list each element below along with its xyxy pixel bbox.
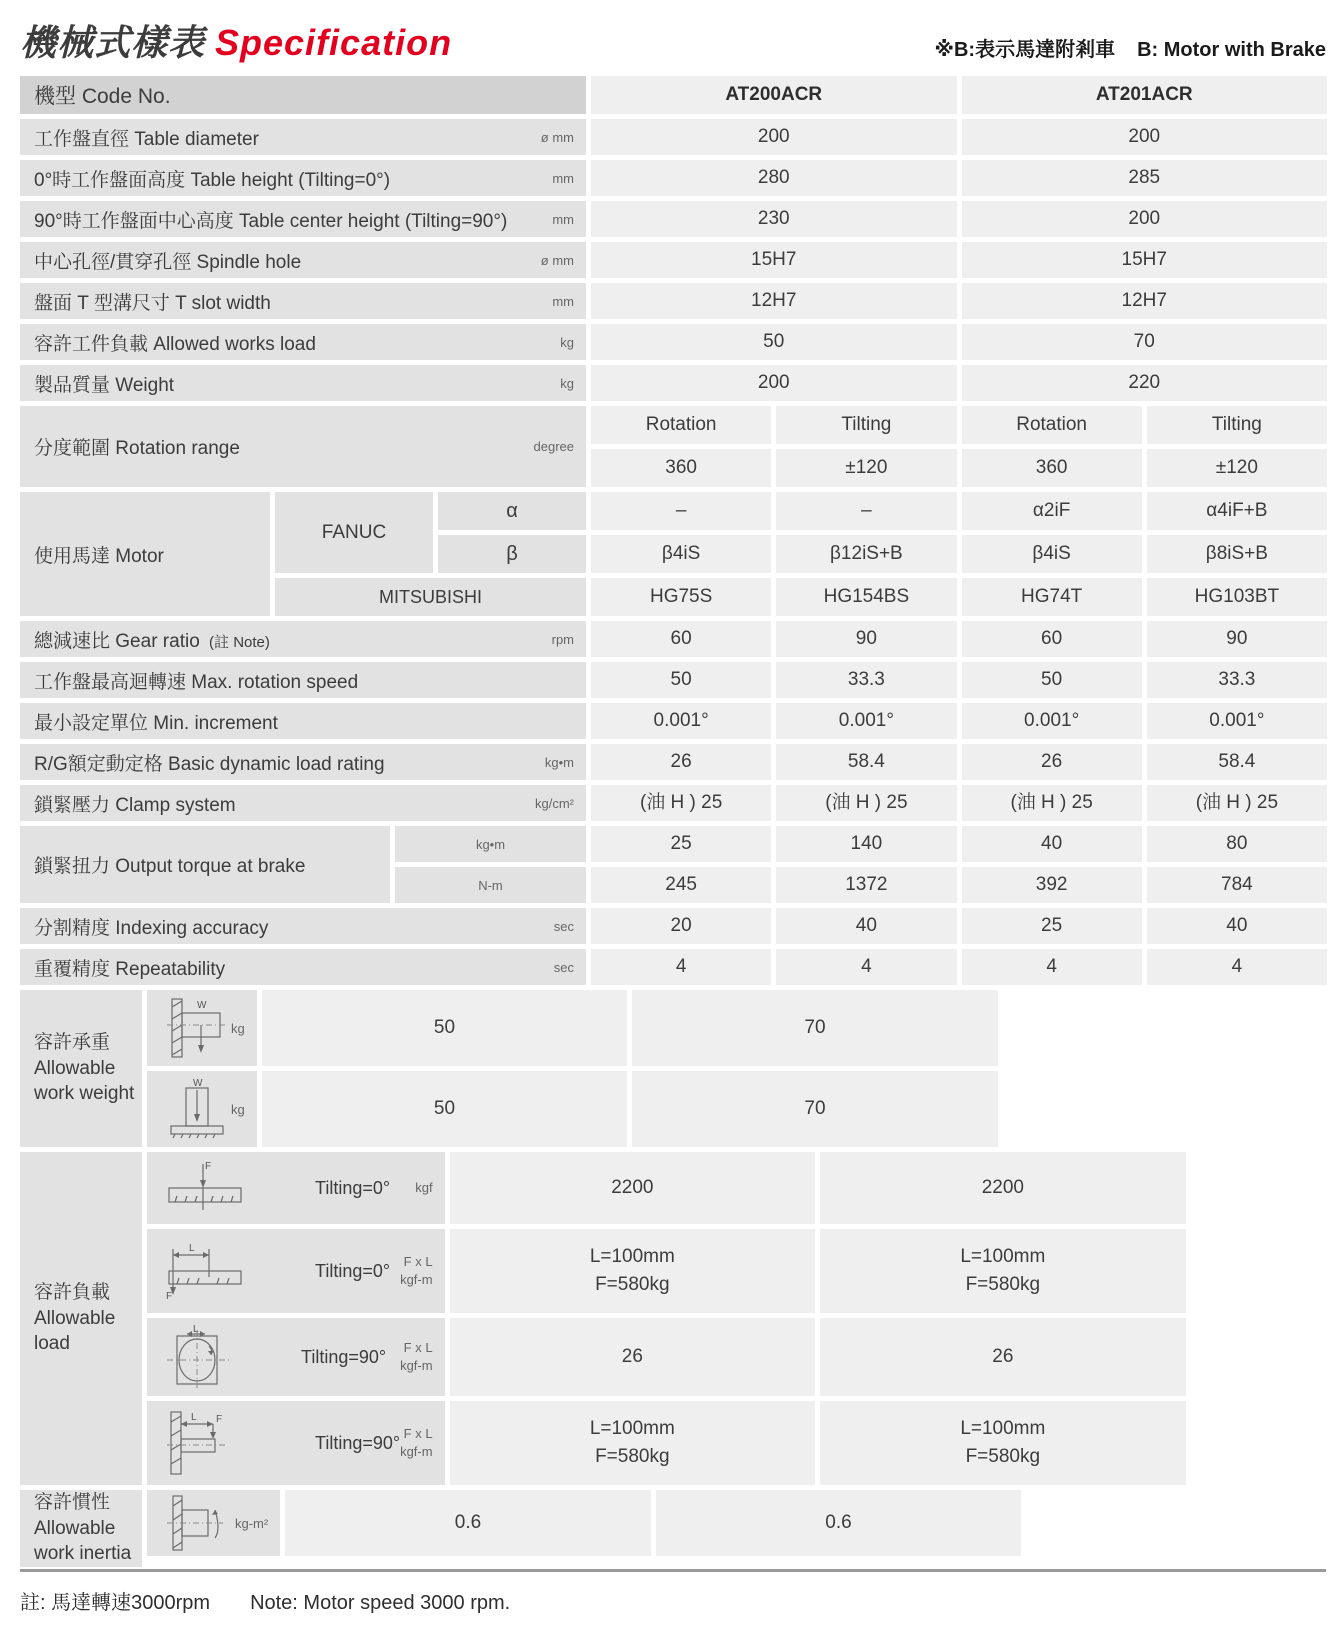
value-cell: 220 [962,365,1328,401]
value-cell: 50 [262,990,628,1066]
row-unit: sec [553,918,574,934]
row-allowed-works-load [20,324,1326,360]
value-cell: β4iS [962,535,1142,573]
row-gear-ratio [20,621,1326,657]
value-cell: 33.3 [1147,662,1327,698]
value-cell: 200 [962,201,1328,237]
row-unit: kg [231,1101,245,1117]
value-cell: 50 [262,1071,628,1147]
svg-text:W: W [197,1000,207,1011]
row-clamp-system [20,785,1326,821]
value-cell: 200 [962,119,1328,155]
value-cell: β12iS+B [776,535,956,573]
code-no-label: 機型 Code No. [20,76,586,114]
value-cell: L=100mm F=580kg [820,1401,1186,1485]
row-label: 中心孔徑/貫穿孔徑 Spindle hole [34,251,302,273]
row-label: 總減速比 Gear ratio (註 Note) [34,630,270,652]
value-cell: 0.6 [285,1490,651,1556]
value-cell: 4 [962,949,1142,985]
value-cell: 2200 [450,1152,816,1224]
value-cell: 26 [820,1318,1186,1396]
row-unit: F x L kgf-m [400,1340,433,1373]
table-center-force-icon [165,1160,249,1216]
value-cell: 58.4 [776,744,956,780]
value-cell: 360 [591,449,771,487]
value-cell: 25 [962,908,1142,944]
row-unit: kg [231,1020,245,1036]
row-unit: mm [552,211,574,227]
page-title [20,15,452,66]
work-weight-diagram-cell [147,1071,257,1147]
row-label: 工作盤直徑 Table diameter [34,128,259,150]
value-cell: – [776,492,956,530]
value-cell: 392 [962,867,1142,903]
model-at201acr: AT201ACR [962,76,1328,114]
value-cell: HG74T [962,578,1142,616]
value-cell: 0.001° [591,703,771,739]
value-cell: – [591,492,771,530]
row-label: 分度範圍 Rotation range [34,438,240,459]
torque-unit-kgm: kg•m [395,826,586,862]
value-cell: α4iF+B [1147,492,1327,530]
row-label: 容許工件負載 Allowed works load [34,333,316,355]
faceplate-offset-force-icon [165,1410,249,1476]
svg-text:F: F [216,1414,223,1425]
row-table-height [20,160,1326,196]
value-cell: 1372 [776,867,956,903]
group-allowable-load [20,1152,1326,1485]
brake-note [935,33,1326,66]
value-cell: HG75S [591,578,771,616]
row-table-center-height [20,201,1326,237]
value-cell: HG154BS [776,578,956,616]
table-offset-force-icon [165,1241,249,1301]
value-cell: 0.6 [656,1490,1022,1556]
value-cell: HG103BT [1147,578,1327,616]
beta-label: β [438,535,586,573]
motor-label: 使用馬達 Motor [20,492,270,616]
row-unit: F x L kgf-m [400,1426,433,1459]
load-diagram-cell [147,1229,445,1313]
group-label: 容許承重 Allowable work weight [20,990,142,1147]
row-unit: kg [560,375,574,391]
row-unit: mm [552,293,574,309]
mitsubishi-label: MITSUBISHI [275,578,586,616]
value-cell: 40 [962,826,1142,862]
row-label: 分割精度 Indexing accuracy [34,917,269,939]
table-vertical-load-icon [165,1078,231,1140]
row-motor [20,492,1326,616]
value-cell: 26 [962,744,1142,780]
row-rotation-range [20,406,1326,487]
row-spindle-hole [20,242,1326,278]
table-bottom-border [20,1569,1326,1572]
brake-note-cjk: ※B:表示馬達附剎車 [934,39,1116,61]
value-cell: 26 [591,744,771,780]
svg-text:L: L [191,1412,197,1423]
value-cell: (油 H ) 25 [776,785,956,821]
value-cell: 70 [632,990,998,1066]
row-code-no [20,76,1326,114]
row-min-increment [20,703,1326,739]
value-cell: 40 [776,908,956,944]
tilting-header: Tilting [776,406,956,444]
value-cell: 50 [962,662,1142,698]
value-cell: 50 [591,324,957,360]
footnote-en: Note: Motor speed 3000 rpm. [250,1591,511,1614]
row-label: 鎖緊壓力 Clamp system [34,794,236,816]
value-cell: 200 [591,365,957,401]
svg-text:F: F [205,1161,212,1172]
value-cell: 90 [1147,621,1327,657]
value-cell: 70 [632,1071,998,1147]
value-cell: β4iS [591,535,771,573]
row-unit: ø mm [540,129,574,145]
value-cell: L=100mm F=580kg [450,1229,816,1313]
row-table-diameter [20,119,1326,155]
value-cell: 4 [591,949,771,985]
page-title-cjk: 機械式樣表 [20,22,206,63]
row-unit: sec [553,959,574,975]
model-at200acr: AT200ACR [591,76,957,114]
load-caption: Tilting=0° [315,1177,391,1198]
value-cell: 285 [962,160,1328,196]
value-cell: 230 [591,201,957,237]
value-cell: 0.001° [1147,703,1327,739]
row-label: 90°時工作盤面中心高度 Table center height (Tilting=90°) [34,210,508,232]
row-dynamic-load-rating [20,744,1326,780]
value-cell: ±120 [776,449,956,487]
row-label: R/G額定動定格 Basic dynamic load rating [34,753,385,775]
value-cell: 140 [776,826,956,862]
row-label: 0°時工作盤面高度 Table height (Tilting=0°) [34,169,391,191]
value-cell: 50 [591,662,771,698]
rotation-header: Rotation [962,406,1142,444]
value-cell: 360 [962,449,1142,487]
value-cell: 12H7 [591,283,957,319]
load-diagram-cell [147,1152,445,1224]
value-cell: 2200 [820,1152,1186,1224]
row-label: 最小設定單位 Min. increment [34,712,278,734]
value-cell: 0.001° [776,703,956,739]
value-cell: 20 [591,908,771,944]
row-label: 盤面 T 型溝尺寸 T slot width [34,292,271,314]
group-allowable-work-weight [20,990,1326,1147]
row-unit: kg-m² [235,1515,269,1531]
load-diagram-cell [147,1401,445,1485]
svg-text:L: L [189,1243,195,1254]
value-cell: 4 [1147,949,1327,985]
value-cell: 0.001° [962,703,1142,739]
row-weight [20,365,1326,401]
page-title-en: Specification [215,22,453,63]
row-unit: F x L kgf-m [400,1254,433,1287]
torque-unit-nm: N-m [395,867,586,903]
value-cell: α2iF [962,492,1142,530]
work-weight-diagram-cell [147,990,257,1066]
rotation-header: Rotation [591,406,771,444]
svg-text:F: F [166,1291,173,1301]
row-output-torque [20,826,1326,903]
row-repeatability [20,949,1326,985]
spec-table [20,76,1326,1567]
svg-text:L: L [193,1324,199,1335]
value-cell: 33.3 [776,662,956,698]
value-cell: 200 [591,119,957,155]
value-cell: 12H7 [962,283,1328,319]
row-label: 重覆精度 Repeatability [34,958,226,980]
row-unit: degree [533,439,574,454]
load-caption: Tilting=90° [315,1432,401,1453]
title-bar [20,14,1326,66]
row-label: 工作盤最高迴轉速 Max. rotation speed [34,671,359,693]
value-cell: 784 [1147,867,1327,903]
tilting-header: Tilting [1147,406,1327,444]
value-cell: (油 H ) 25 [962,785,1142,821]
row-t-slot-width [20,283,1326,319]
value-cell: 280 [591,160,957,196]
faceplate-side-load-icon [165,997,231,1059]
value-cell: (油 H ) 25 [1147,785,1327,821]
fanuc-label: FANUC [275,492,433,573]
row-unit: kg•m [544,754,574,770]
value-cell: 245 [591,867,771,903]
faceplate-front-view-icon [165,1324,235,1390]
load-diagram-cell [147,1318,445,1396]
row-unit: mm [552,170,574,186]
value-cell: 60 [591,621,771,657]
value-cell: 15H7 [962,242,1328,278]
value-cell: 80 [1147,826,1327,862]
brake-note-en: B: Motor with Brake [1137,39,1326,61]
value-cell: 25 [591,826,771,862]
value-cell: 4 [776,949,956,985]
value-cell: ±120 [1147,449,1327,487]
footnote [20,1586,1326,1615]
row-unit: ø mm [540,252,574,268]
row-max-rotation-speed [20,662,1326,698]
inertia-diagram-cell [147,1490,280,1556]
value-cell: 70 [962,324,1328,360]
load-caption: Tilting=0° [315,1260,391,1281]
value-cell: 60 [962,621,1142,657]
row-label: 鎖緊扭力 Output torque at brake [20,826,390,903]
row-unit: rpm [551,631,574,647]
value-cell: (油 H ) 25 [591,785,771,821]
value-cell: 26 [450,1318,816,1396]
row-allowable-work-inertia [20,1490,1326,1567]
alpha-label: α [438,492,586,530]
value-cell: β8iS+B [1147,535,1327,573]
row-unit: kgf [415,1180,433,1196]
gear-ratio-note: (註 Note) [209,633,270,651]
value-cell: 40 [1147,908,1327,944]
group-label: 容許負載 Allowable load [20,1152,142,1485]
group-label: 容許慣性 Allowable work inertia [20,1490,142,1567]
inertia-rotation-icon [165,1494,235,1552]
value-cell: 15H7 [591,242,957,278]
row-label: 製品質量 Weight [34,374,175,396]
row-indexing-accuracy [20,908,1326,944]
value-cell: L=100mm F=580kg [450,1401,816,1485]
value-cell: L=100mm F=580kg [820,1229,1186,1313]
row-unit: kg [560,334,574,350]
value-cell: 90 [776,621,956,657]
svg-text:W: W [193,1078,203,1089]
row-unit: kg/cm² [535,795,574,811]
value-cell: 58.4 [1147,744,1327,780]
footnote-cjk: 註: 馬達轉速3000rpm [20,1591,211,1614]
load-caption: Tilting=90° [301,1346,387,1367]
